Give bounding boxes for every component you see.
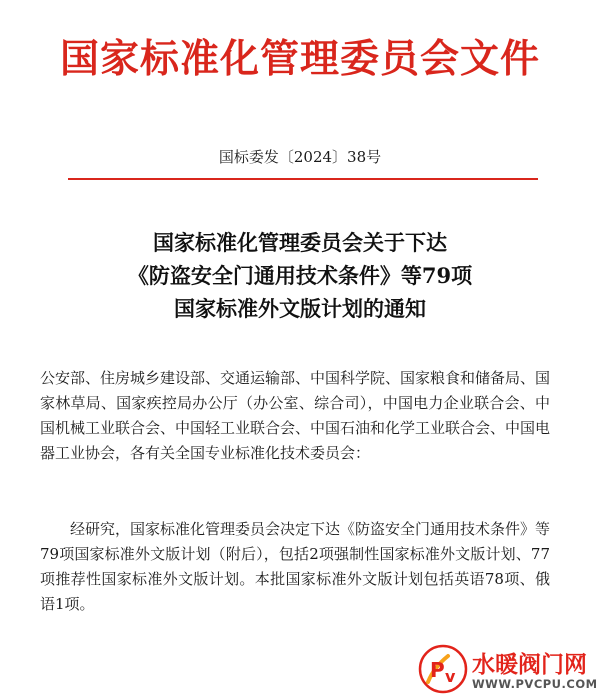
pv-logo-icon — [418, 644, 468, 694]
notice-title-line: 国家标准化管理委员会关于下达 — [153, 230, 447, 255]
svg-text:v: v — [445, 667, 456, 686]
notice-title-line: 国家标准外文版计划的通知 — [174, 296, 426, 321]
body-paragraph: 经研究，国家标准化管理委员会决定下达《防盗安全门通用技术条件》等79项国家标准外文版计划（附后），包括2项强制性国家标准外文版计划、77项推荐性国家标准外文版计划。本批国家标准外文版计划包括英语78项、俄语1项。 — [40, 520, 551, 613]
watermark-brand: 水暖阀门网 — [472, 652, 587, 678]
document-header-title: 国家标准化管理委员会文件 — [59, 37, 540, 82]
svg-text:P: P — [430, 658, 445, 682]
watermark-url: WWW.PVCPU.COM — [472, 677, 598, 691]
red-divider-line — [68, 178, 538, 180]
addressee-list: 公安部、住房城乡建设部、交通运输部、中国科学院、国家粮食和储备局、国家林草局、国家疾控局办公厅（办公室、综合司），中国电力企业联合会、中国机械工业联合会、中国轻工业联合会、中国石油和化学工业联合会、中国电器工业协会，各有关全国专业标准化技术委员会： — [40, 369, 551, 462]
site-watermark — [418, 642, 598, 696]
document-number: 国标委发〔2024〕38号 — [218, 148, 382, 166]
notice-title-line: 《防盗安全门通用技术条件》等79项 — [127, 263, 473, 288]
notice-title — [0, 226, 600, 325]
